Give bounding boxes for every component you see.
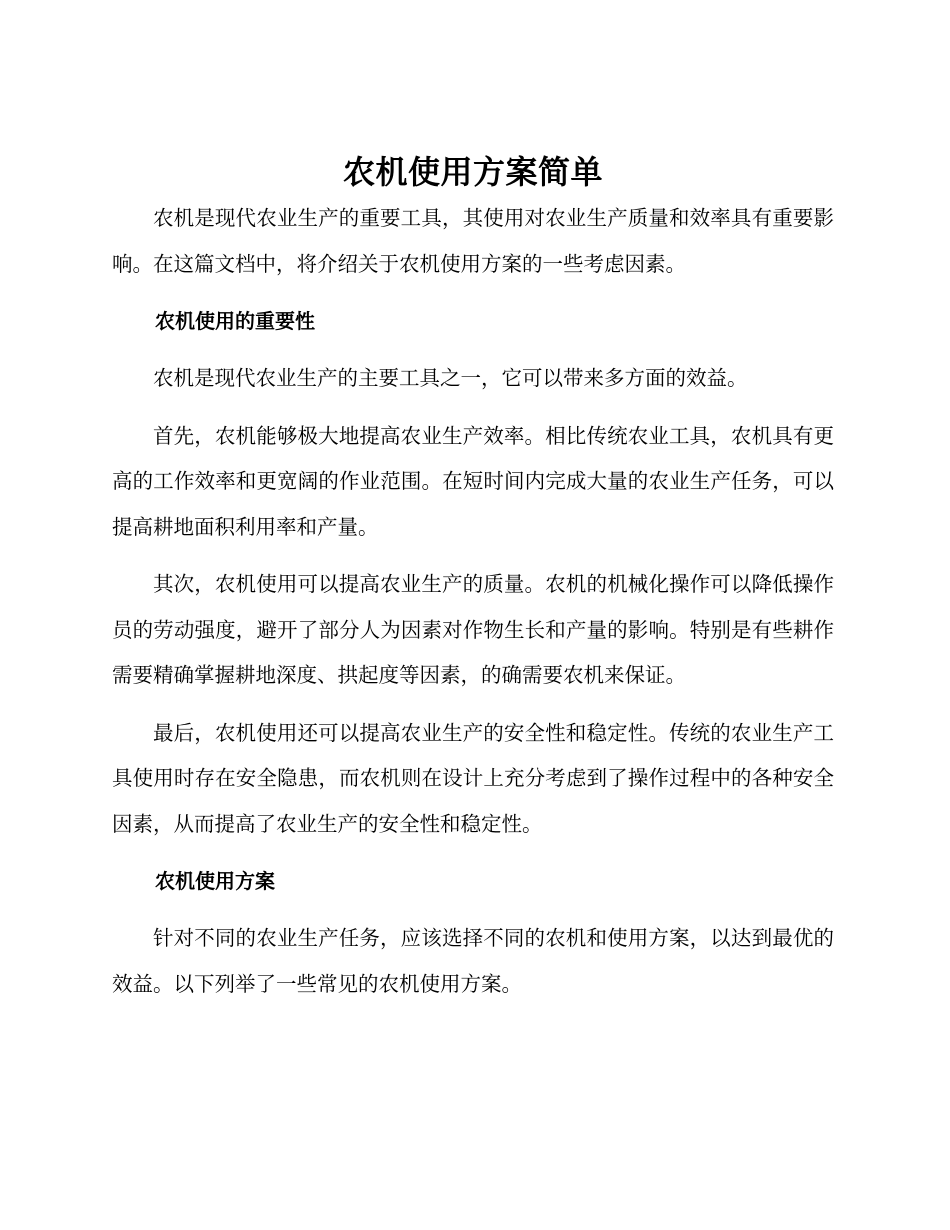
document-title: 农机使用方案简单: [342, 153, 603, 191]
importance-paragraph-4: 最后，农机使用还可以提高农业生产的安全性和稳定性。传统的农业生产工具使用时存在安全隐患，而农机则在设计上充分考虑到了操作过程中的各种安全因素，从而提高了农业生产的安全性和稳定性。: [112, 720, 834, 836]
document-body: [112, 152, 834, 1019]
importance-paragraph-3: 其次，农机使用可以提高农业生产的质量。农机的机械化操作可以降低操作员的劳动强度，避开了部分人为因素对作物生长和产量的影响。特别是有些耕作需要精确掌握耕地深度、拱起度等因素，的确需要农机来保证。: [112, 572, 834, 687]
section-heading-plan: 农机使用方案: [155, 869, 275, 893]
importance-paragraph-2: 首先，农机能够极大地提高农业生产效率。相比传统农业工具，农机具有更高的工作效率和更宽阔的作业范围。在短时间内完成大量的农业生产任务，可以提高耕地面积利用率和产量。: [112, 423, 834, 539]
section-heading-importance: 农机使用的重要性: [155, 309, 315, 333]
importance-paragraph-1: 农机是现代农业生产的主要工具之一，它可以带来多方面的效益。: [153, 366, 748, 390]
intro-paragraph: 农机是现代农业生产的重要工具，其使用对农业生产质量和效率具有重要影响。在这篇文档中，将介绍关于农机使用方案的一些考虑因素。: [112, 206, 834, 276]
plan-paragraph-1: 针对不同的农业生产任务，应该选择不同的农机和使用方案，以达到最优的效益。以下列举了一些常见的农机使用方案。: [112, 926, 834, 996]
